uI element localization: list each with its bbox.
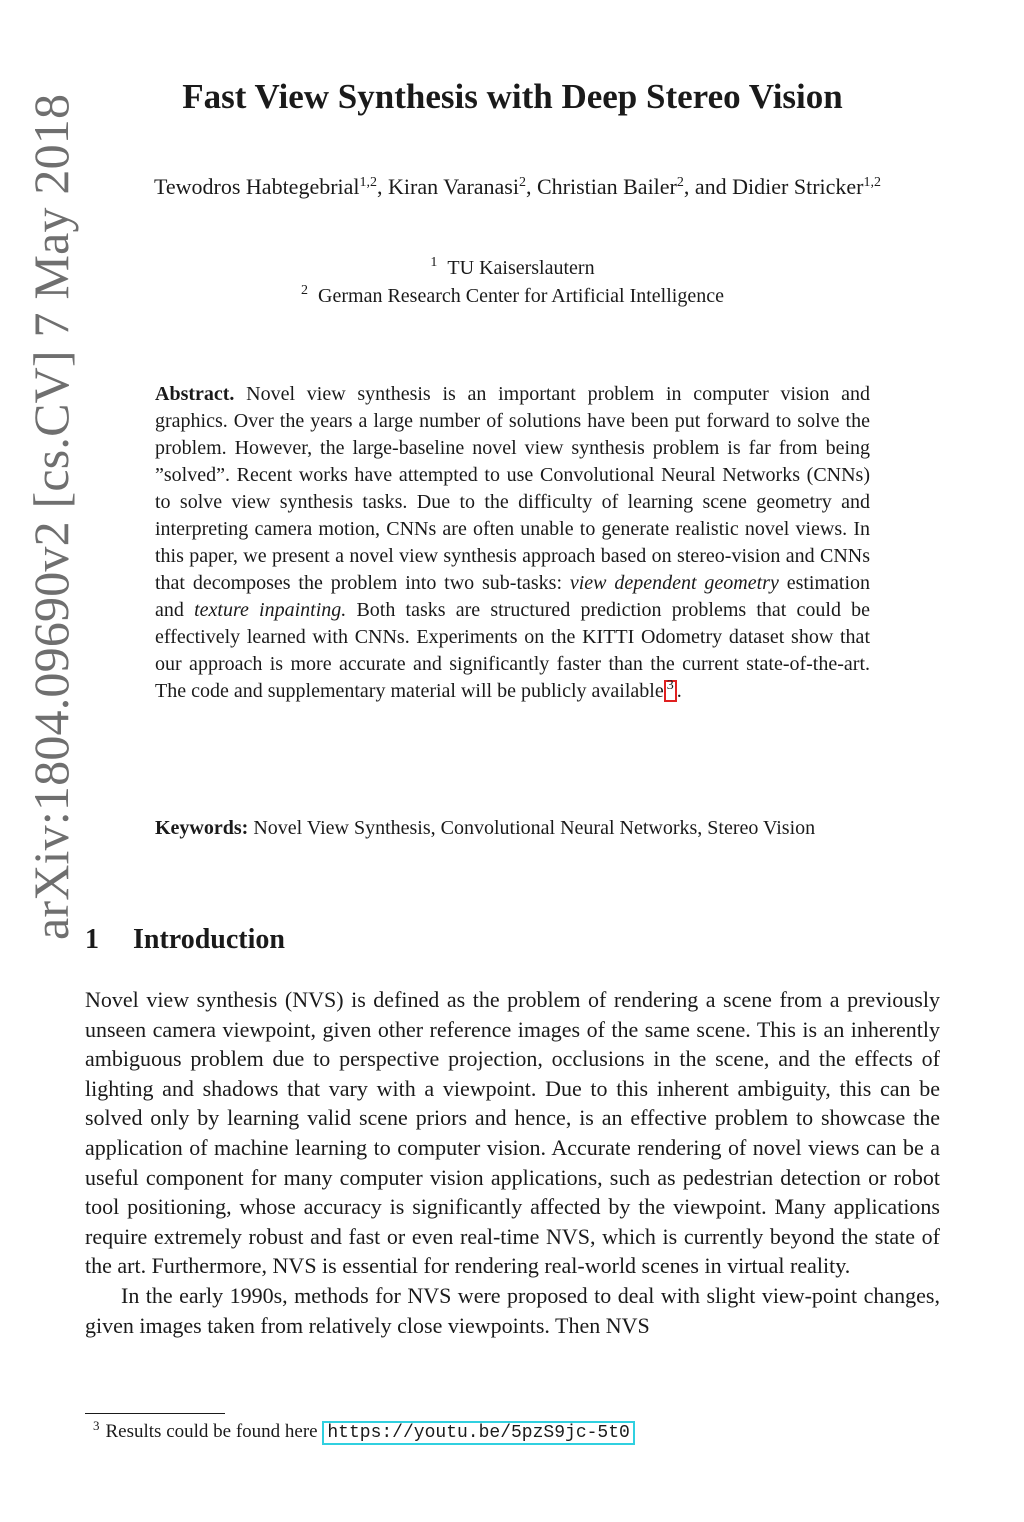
section-title: Introduction <box>133 924 285 955</box>
footnote-reference-mark: 3 <box>666 678 674 693</box>
keywords <box>155 815 895 842</box>
arxiv-identifier-stamp: arXiv:1804.09690v2 [cs.CV] 7 May 2018 <box>23 93 79 940</box>
abstract-text: Both tasks are structured prediction problems that could be effectively learned with CNNs. Experiments on the KITTI Odometry dataset show that our approach is more accurate and significantly faster than the current state-of-the-art. The code and supplementary material will be publicly available <box>155 599 871 702</box>
author-affiliation-mark: 2 <box>518 175 526 190</box>
affiliation-list <box>85 254 940 310</box>
affiliation-item <box>85 254 940 282</box>
body-paragraph: Novel view synthesis (NVS) is defined as the problem of rendering a scene from a previously unseen camera viewpoint, given other reference images of the same scene. This is an inherently ambiguous problem due to perspective projection, occlusions in the scene, and the effects of lighting and shadows that vary with a viewpoint. Due to this inherent ambiguity, this can be solved only by learning valid scene priors and hence, is an effective problem to showcase the application of machine learning to computer vision. Accurate rendering of novel views can be a useful component for many computer vision applications, such as pedestrian detection or robot tool positioning, whose accuracy is significantly affected by the viewpoint. Many applications require extremely robust and fast or even real-time NVS, which is currently beyond the state of the art. Furthermore, NVS is essential for rendering real-world scenes in virtual reality. <box>85 987 940 1279</box>
footnote-url-link[interactable]: https://youtu.be/5pzS9jc-5t0 <box>322 1421 634 1445</box>
abstract-emphasis: texture inpainting. <box>194 599 347 621</box>
affiliation-name: TU Kaiserslautern <box>447 257 595 279</box>
affiliation-number: 1 <box>430 255 438 270</box>
footnote-mark: 3 <box>93 1418 100 1433</box>
abstract-emphasis: view dependent geometry <box>569 572 779 594</box>
affiliation-number: 2 <box>301 283 309 298</box>
body-paragraph: In the early 1990s, methods for NVS were proposed to deal with slight view-point changes, given images taken from relatively close viewpoints. Then NVS <box>85 1282 940 1338</box>
author-affiliation-mark: 2 <box>676 175 684 190</box>
abstract-text: Novel view synthesis is an important problem in computer vision and graphics. Over the years a large number of solutions have been put forward to solve the problem. However, the large-baseline novel view synthesis problem is far from being ”solved”. Recent works have attempted to use Convolutional Neural Networks (CNNs) to solve view synthesis tasks. Due to the difficulty of learning scene geometry and interpreting camera motion, CNNs are often unable to generate realistic novel views. In this paper, we present a novel view synthesis approach based on stereo-vision and CNNs that decomposes the problem into two sub-tasks: <box>155 383 870 594</box>
footnote-text: Results could be found here <box>105 1421 318 1442</box>
author-name: Didier Stricker <box>732 174 864 199</box>
author-name: Kiran Varanasi <box>388 174 519 199</box>
author-affiliation-mark: 1,2 <box>863 175 882 190</box>
keywords-text: Novel View Synthesis, Convolutional Neural Networks, Stereo Vision <box>253 817 816 839</box>
author-conjunction: and <box>694 174 727 199</box>
abstract-label: Abstract. <box>155 383 235 405</box>
section-body <box>85 985 940 1340</box>
abstract <box>155 381 870 705</box>
affiliation-name: German Research Center for Artificial Intelligence <box>318 285 724 307</box>
footnote-divider <box>85 1413 225 1414</box>
footnote <box>85 1418 940 1447</box>
paper-title: Fast View Synthesis with Deep Stereo Vision <box>182 77 843 116</box>
affiliation-item <box>85 282 940 310</box>
section-heading <box>85 920 285 960</box>
abstract-end: . <box>676 680 682 702</box>
author-name: Tewodros Habtegebrial <box>153 174 360 199</box>
footnote-reference-link[interactable] <box>664 680 677 702</box>
author-affiliation-mark: 1,2 <box>359 175 378 190</box>
section-number: 1 <box>85 924 99 955</box>
abstract-text: estimation and <box>155 572 871 621</box>
author-name: Christian Bailer <box>536 174 677 199</box>
keywords-label: Keywords: <box>155 817 249 839</box>
author-list: Tewodros Habtegebrial$^{1,2}$, Kiran Varanasi$^2$, Christian Bailer$^2$, and Didier Stricker$^{1,2}$ <box>153 174 882 199</box>
